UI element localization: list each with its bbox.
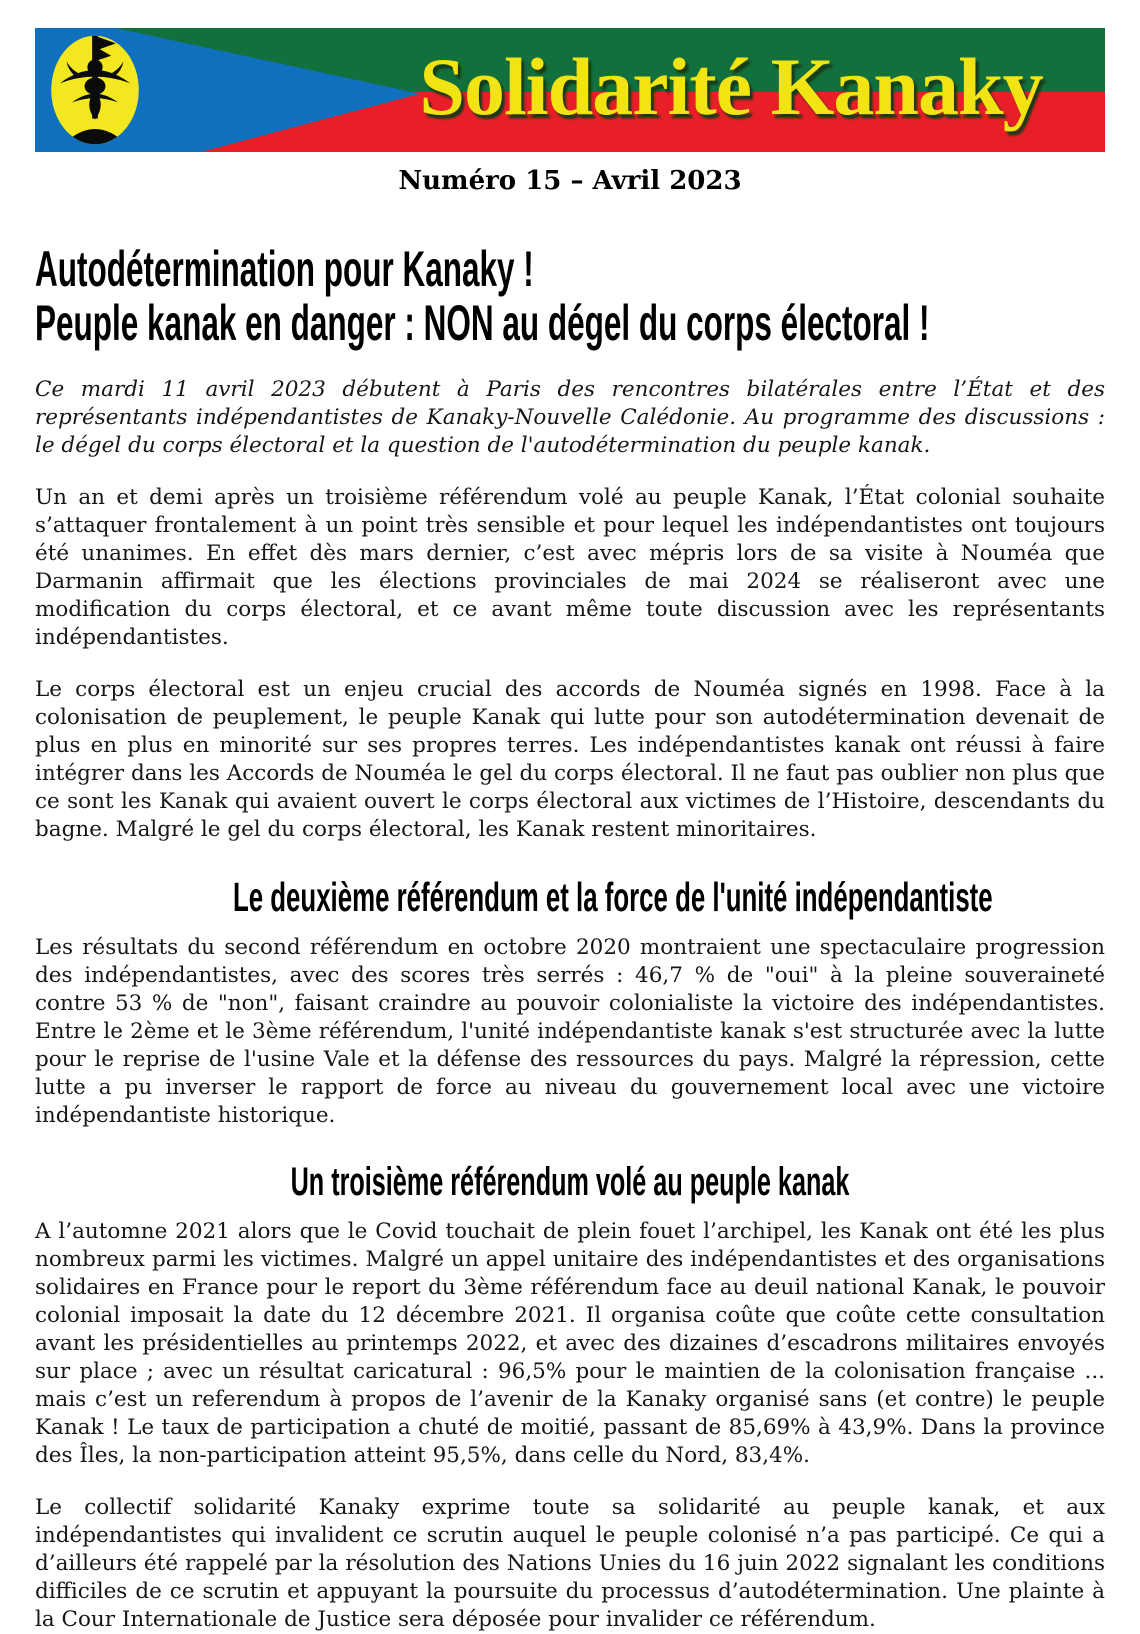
headline-line-1: Autodétermination pour Kanaky ! xyxy=(35,241,534,297)
banner-title-area xyxy=(365,28,1097,152)
banner xyxy=(35,28,1105,152)
paragraph-2: Le corps électoral est un enjeu crucial des accords de Nouméa signés en 1998. Face à la colonisation de peuplement, le peuple Kanak qui lutte pour son autodétermination devenait de plus en plus en minorité sur ses propres terres. Les indépendantistes kanak ont réussi à faire intégrer dans les Accords de Nouméa le gel du corps électoral. Il ne faut pas oublier non plus que ce sont les Kanak qui avaient ouvert le corps électoral aux victimes de l’Histoire, descendants du bagne. Malgré le gel du corps électoral, les Kanak restent minoritaires. xyxy=(35,677,1105,842)
kanaky-flag-emblem-icon xyxy=(46,31,144,149)
lede-paragraph: Ce mardi 11 avril 2023 débutent à Paris des rencontres bilatérales entre l’État et des représentants indépendantistes de Kanaky-Nouvelle Calédonie. Au programme des discussions : le dégel du corps électoral et la question de l'autodétermination du peuple kanak. xyxy=(35,377,1105,458)
banner-title: Solidarité Kanaky xyxy=(419,41,1043,132)
headline-line-2: Peuple kanak en danger : NON au dégel du corps électoral ! xyxy=(35,295,930,351)
section1-paragraph: Les résultats du second référendum en octobre 2020 montraient une spectaculaire progression des indépendantistes, avec des scores très serrés : 46,7 % de "oui" à la pleine souveraineté contre 53 % de "non", faisant craindre au pouvoir colonialiste la victoire des indépendantistes. Entre le 2ème et le 3ème référendum, l'unité indépendantiste kanak s'est structurée avec la lutte pour le reprise de l'usine Vale et la défense des ressources du pays. Malgré la répression, cette lutte a pu inverser le rapport de force au niveau du gouvernement local avec une victoire indépendantiste historique. xyxy=(35,935,1105,1128)
paragraph-1: Un an et demi après un troisième référendum volé au peuple Kanak, l’État colonial souhaite s’attaquer frontalement à un point très sensible et pour lequel les indépendantistes ont toujours été unanimes. En effet dès mars dernier, c’est avec mépris lors de sa visite à Nouméa que Darmanin affirmait que les élections provinciales de mai 2024 se réaliseront avec une modification du corps électoral, et ce avant même toute discussion avec les représentants indépendantistes. xyxy=(35,485,1105,650)
article-headline xyxy=(35,242,1105,350)
section2-paragraph-1: A l’automne 2021 alors que le Covid touchait de plein fouet l’archipel, les Kanak ont été les plus nombreux parmi les victimes. Malgré un appel unitaire des indépendantistes et des organisations solidaires en France pour le report du 3ème référendum face au deuil national Kanak, le pouvoir colonial imposait la date du 12 décembre 2021. Il organisa coûte que coûte cette consultation avant les présidentielles au printemps 2022, et avec des dizaines d’escadrons militaires envoyés sur place ; avec un résultat caricatural : 96,5% pour le maintien de la colonisation française ... mais c’est un referendum à propos de l’avenir de la Kanaky organisé sans (et contre) le peuple Kanak ! Le taux de participation a chuté de moitié, passant de 85,69% à 43,9%. Dans la province des Îles, la non-participation atteint 95,5%, dans celle du Nord, 83,4%. xyxy=(35,1219,1105,1468)
section-heading-troisieme-referendum: Un troisième référendum volé au peuple kanak xyxy=(290,1160,850,1204)
section2-paragraph-2: Le collectif solidarité Kanaky exprime toute sa solidarité au peuple kanak, et aux indépendantistes qui invalident ce scrutin auquel le peuple colonisé n’a pas participé. Ce qui a d’ailleurs été rappelé par la résolution des Nations Unies du 16 juin 2022 signalant les conditions difficiles de ce scrutin et appuyant la poursuite du processus d’autodétermination. Une plainte à la Cour Internationale de Justice sera déposée pour invalider ce référendum. xyxy=(35,1495,1105,1632)
issue-line: Numéro 15 – Avril 2023 xyxy=(398,166,742,196)
section-heading-deuxieme-referendum: Le deuxième référendum et la force de l'unité indépendantiste xyxy=(232,874,993,920)
